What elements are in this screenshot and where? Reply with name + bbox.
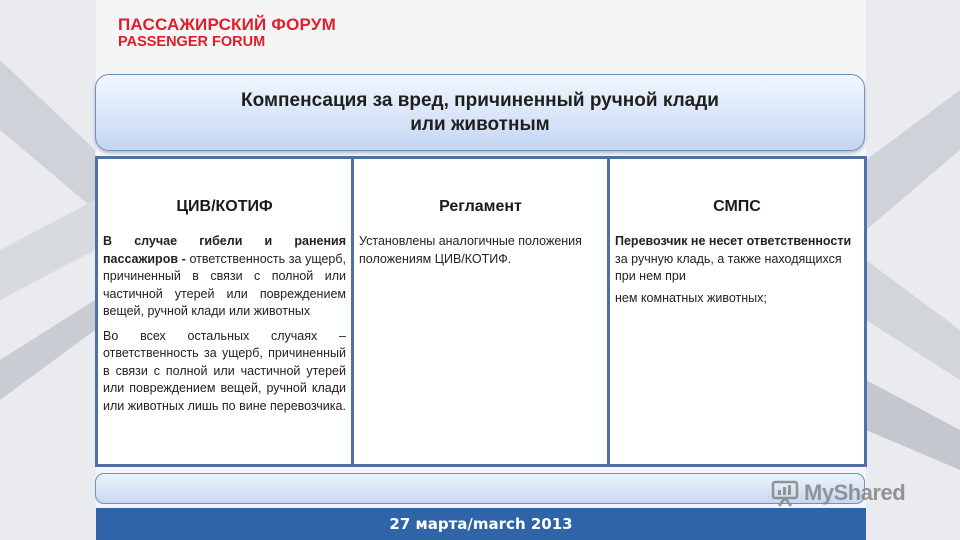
footer-date: 27 марта/march 2013 bbox=[389, 515, 573, 533]
bold-lead: Перевозчик не несет ответственности bbox=[615, 234, 852, 248]
paragraph-2: Во всех остальных случаях – ответственность за ущерб, причиненный в связи с полной или частичной утерей или повреждением вещей, ручной клади или животных лишь по вине перевозчика. bbox=[103, 328, 346, 413]
slide-title-line-2: или животным bbox=[410, 113, 550, 135]
column-regulation bbox=[354, 159, 607, 464]
watermark-text: MyShared bbox=[804, 480, 906, 505]
column-text: Установлены аналогичные положения положениям ЦИВ/КОТИФ. bbox=[359, 234, 582, 266]
text-after-lead: за ручную кладь, а также находящихся при нем при bbox=[615, 251, 842, 283]
logo-text-en: PASSENGER FORUM bbox=[118, 34, 266, 50]
slide-title-box bbox=[95, 74, 865, 151]
text-after-lead: ответственность за ущерб, причиненный в связи с полной или частичной утерей или повреждением вещей, ручной клади или животных bbox=[103, 251, 346, 318]
watermark bbox=[770, 476, 930, 510]
forum-logo bbox=[118, 16, 336, 50]
text-line-3: нем комнатных животных; bbox=[615, 290, 767, 305]
column-heading: СМПС bbox=[713, 198, 761, 215]
column-text bbox=[615, 233, 859, 307]
slide-title-line-1: Компенсация за вред, причиненный ручной клади bbox=[241, 89, 719, 111]
logo-text-ru: ПАССАЖИРСКИЙ ФОРУМ bbox=[118, 15, 336, 34]
column-smps bbox=[610, 159, 864, 464]
bottom-empty-box bbox=[95, 473, 865, 504]
column-heading: ЦИВ/КОТИФ bbox=[176, 198, 273, 215]
presentation-board-icon bbox=[770, 478, 800, 508]
bold-lead: В случае гибели и ранения пассажиров - bbox=[103, 234, 346, 266]
footer-date-bar bbox=[96, 508, 866, 540]
comparison-table bbox=[95, 156, 867, 467]
column-text bbox=[103, 233, 346, 415]
column-heading: Регламент bbox=[439, 198, 522, 215]
column-civ-cotif bbox=[98, 159, 351, 464]
